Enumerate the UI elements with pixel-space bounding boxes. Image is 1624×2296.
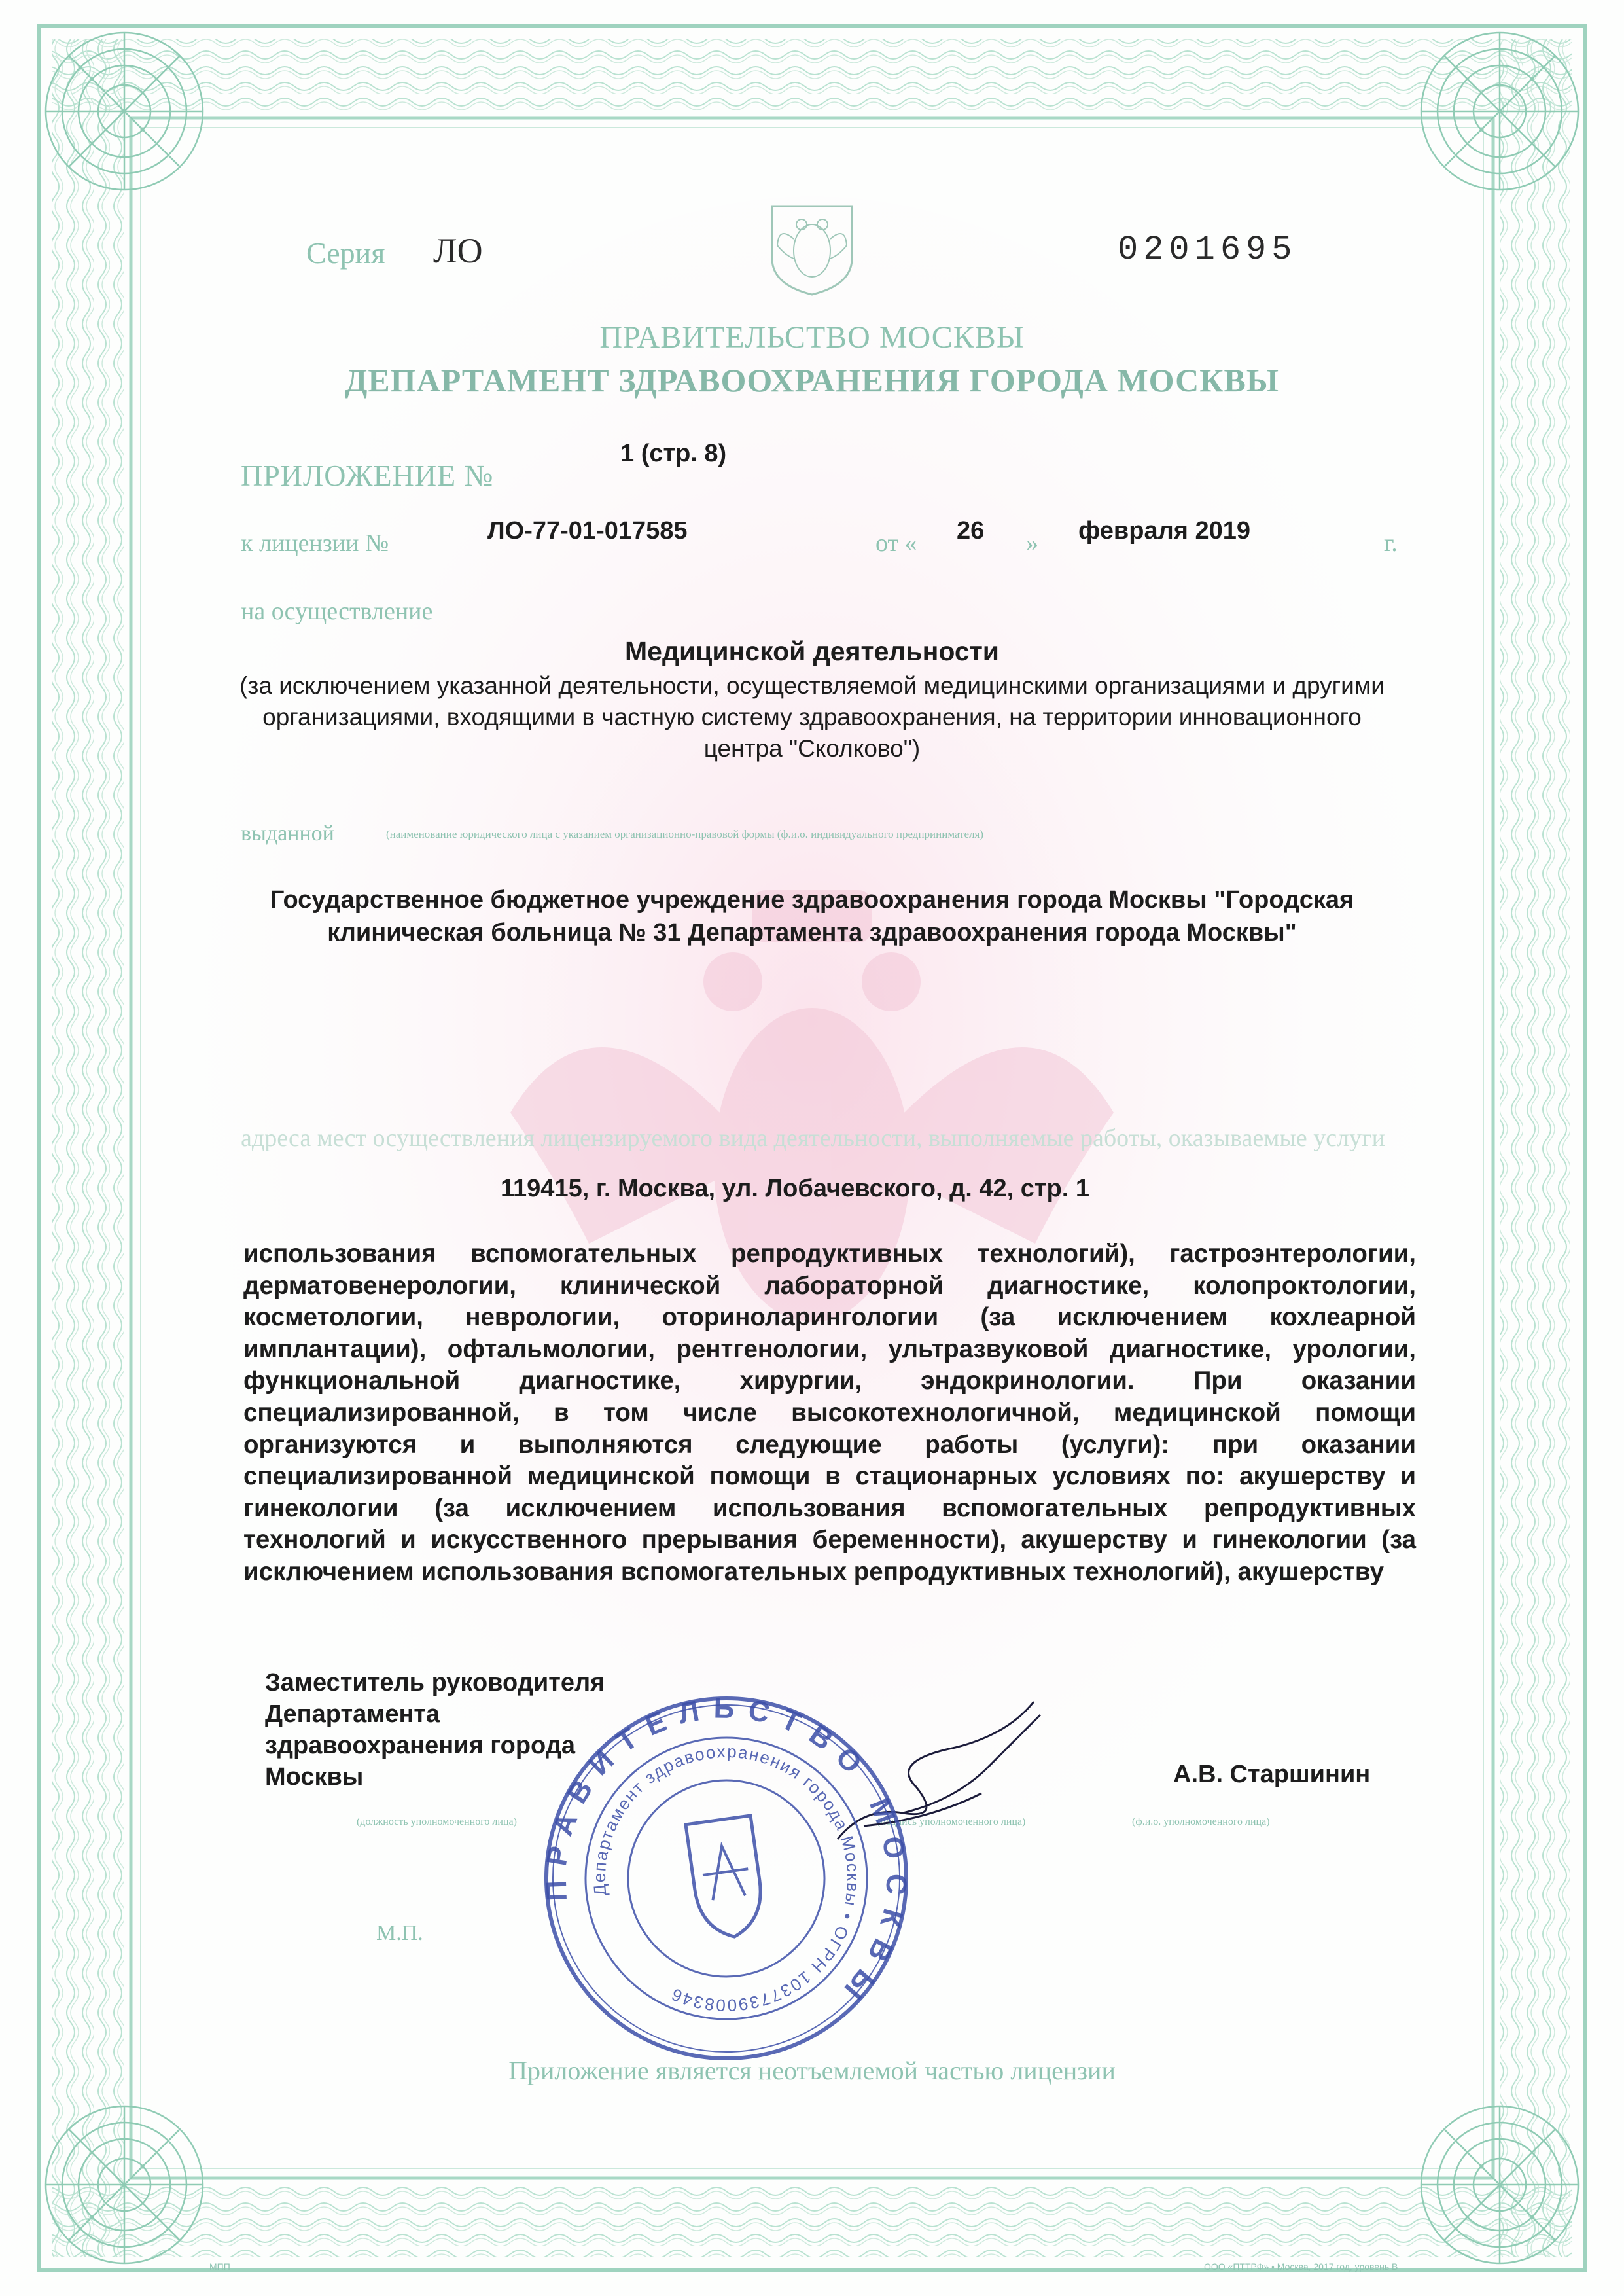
issued-hint: (наименование юридического лица с указанием организационно-правовой формы (ф.и.о. индивидуального предпринимателя) [386, 828, 984, 840]
series-value: ЛО [433, 231, 483, 270]
footer-note: Приложение является неотъемлемой частью лицензии [508, 2056, 1116, 2085]
position-hint: (должность уполномоченного лица) [357, 1816, 517, 1827]
coat-of-arms-icon [766, 200, 858, 298]
services-text: использования вспомогательных репродуктивных технологий), гастроэнтерологии, дерматовенерологии, клинической лабораторной диагностике, колопроктологии, косметологии, неврологии, оториноларингологии (за исключением кохлеарной имплантации), офтальмологии, рентгенологии, ультразвуковой диагностике, урологии, функциональной диагностике, хирургии, эндокринологии. При оказании специализированной, в том числе высокотехнологичной, медицинской помощи организуются и выполняются следующие работы (услуги): при оказании специализированной медицинской помощи в стационарных условиях по: акушерству и гинекологии (за исключением использования вспомогательных репродуктивных технологий и искусственного прерывания беременности), акушерству и гинекологии (за исключением использования вспомогательных репродуктивных технологий), акушерству [243, 1240, 1416, 1586]
printer-right: ООО «ПТТРФ» • Москва, 2017 год, уровень В [1204, 2261, 1398, 2272]
issued-label: выданной [241, 821, 334, 846]
license-day: 26 [957, 517, 985, 545]
close-quote: » [1026, 529, 1038, 557]
signer-position-line: Заместитель руководителя [265, 1669, 605, 1696]
activity-label: на осуществление [241, 598, 433, 625]
printer-left: МПП [209, 2261, 230, 2272]
form-number: 0201695 [1118, 230, 1297, 269]
signer-position-line: Москвы [265, 1763, 364, 1791]
issued-organization: Государственное бюджетное учреждение здравоохранения города Москвы "Городская клиническая больница № 31 Департамента здравоохранения города Москвы" [270, 886, 1354, 946]
stamp-outer-text: ПРАВИТЕЛЬСТВО МОСКВЫ [540, 1692, 913, 2015]
signer-name: А.В. Старшинин [1173, 1761, 1371, 1788]
stamp-inner-text: Департамент здравоохранения города Москвы • ОГРН 1037739008346 [589, 1741, 864, 2016]
activity-title: Медицинской деятельности [624, 636, 1000, 666]
official-stamp [537, 1689, 916, 2068]
signature-hint: (подпись уполномоченного лица) [877, 1816, 1026, 1827]
activity-description: (за исключением указанной деятельности, осуществляемой медицинскими организациями и другими организациями, входящими в частную систему здравоохранения, на территории инновационного центра "Сколково") [239, 672, 1385, 762]
appendix-number: 1 (стр. 8) [620, 440, 727, 467]
name-hint: (ф.и.о. уполномоченного лица) [1132, 1816, 1270, 1827]
department-title: ДЕПАРТАМЕНТ ЗДРАВООХРАНЕНИЯ ГОРОДА МОСКВЫ [345, 362, 1279, 399]
from-label: от « [875, 529, 917, 557]
mp-label: М.П. [376, 1921, 423, 1945]
license-number: ЛО-77-01-017585 [487, 517, 688, 545]
license-label: к лицензии № [241, 529, 389, 557]
svg-text:Департамент здравоохранения го [572, 1724, 881, 2033]
appendix-label: ПРИЛОЖЕНИЕ № [241, 459, 494, 492]
year-suffix: г. [1384, 529, 1398, 557]
government-title: ПРАВИТЕЛЬСТВО МОСКВЫ [599, 320, 1025, 355]
signer-position-line: Департамента [265, 1700, 440, 1728]
license-month-year: февраля 2019 [1078, 517, 1250, 545]
address-value: 119415, г. Москва, ул. Лобачевского, д. 42, стр. 1 [501, 1175, 1089, 1202]
address-label: адреса мест осуществления лицензируемого вида деятельности, выполняемые работы, оказываемые услуги [241, 1124, 1385, 1152]
signer-position-line: здравоохранения города [265, 1732, 576, 1759]
series-label: Серия [306, 236, 385, 270]
